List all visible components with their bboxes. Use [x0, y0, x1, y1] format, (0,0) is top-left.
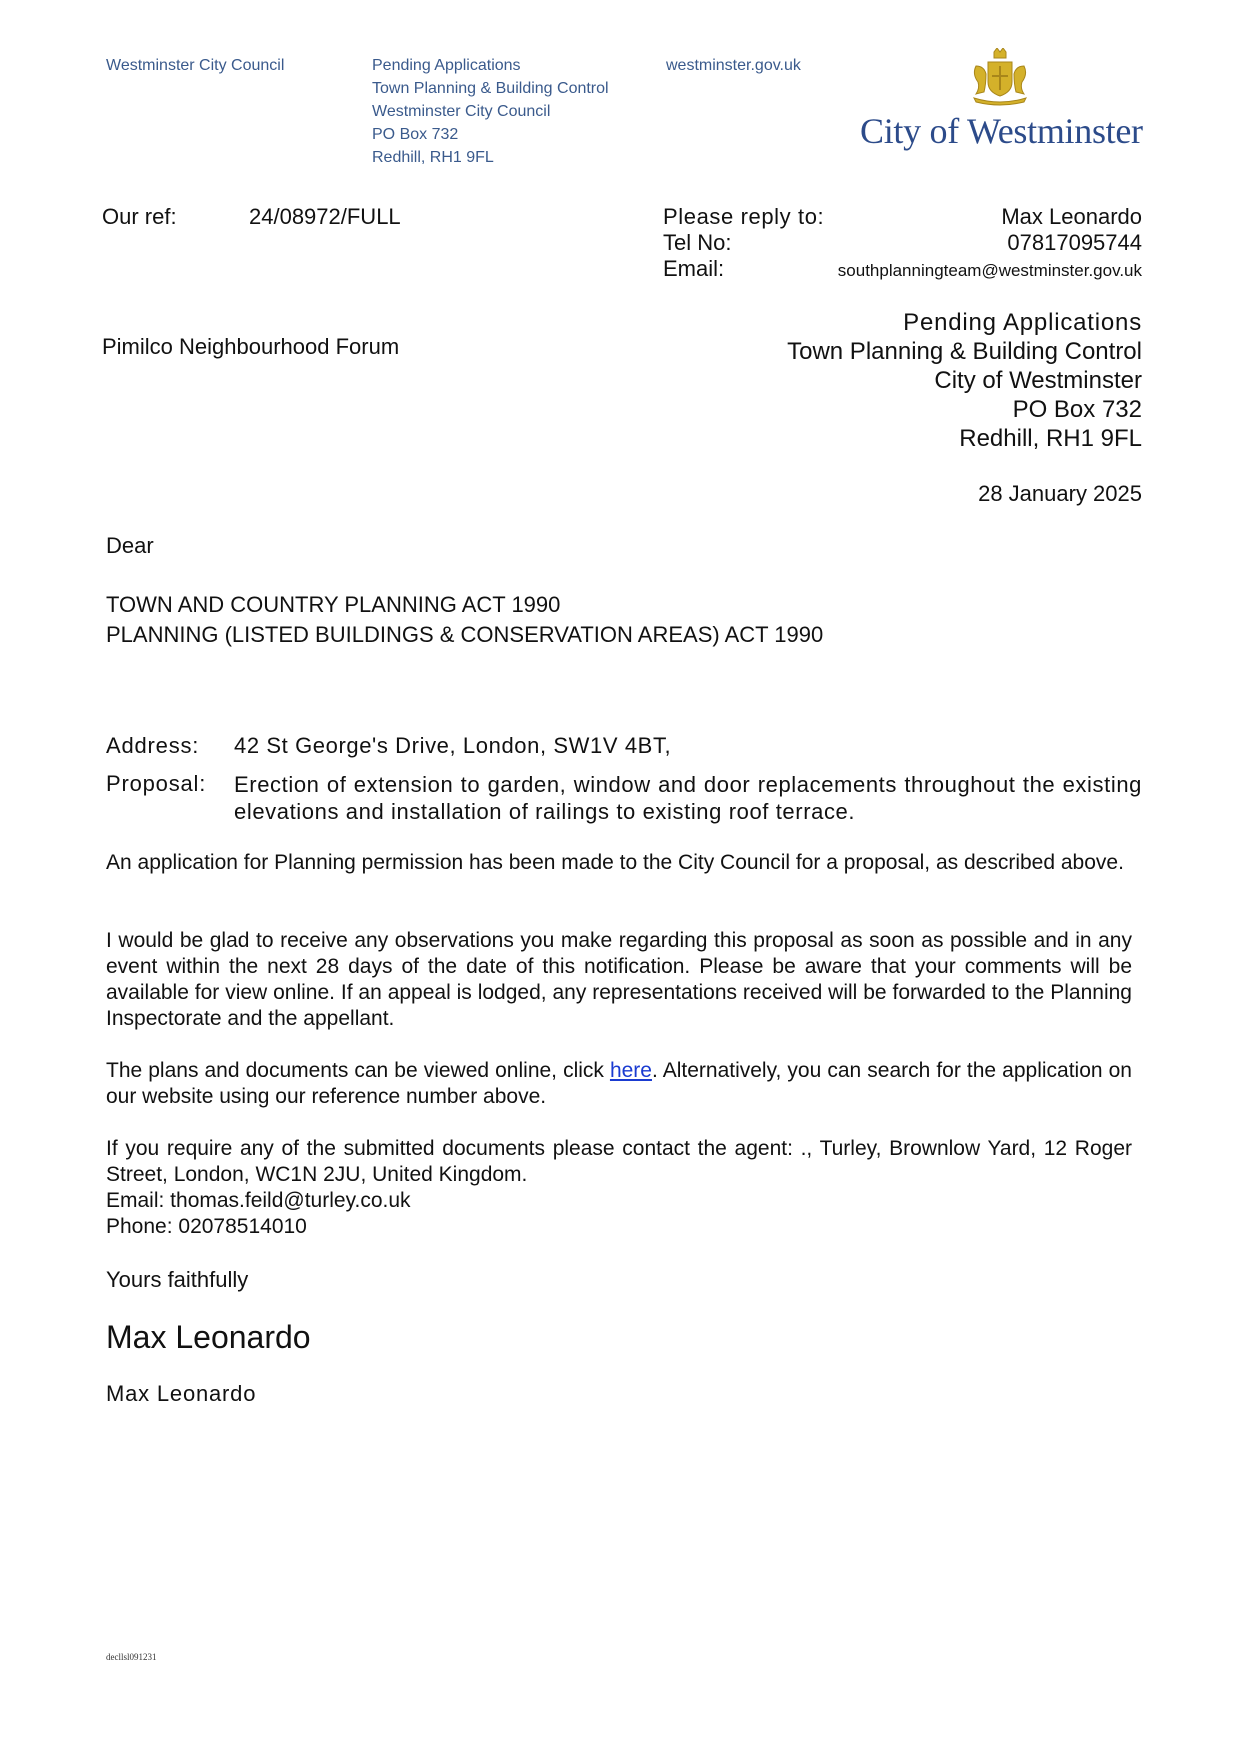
act-line: PLANNING (LISTED BUILDINGS & CONSERVATION AREAS) ACT 1990 — [106, 622, 824, 647]
return-address-line: PO Box 732 — [1012, 396, 1142, 423]
signature: Max Leonardo — [106, 1319, 311, 1355]
header-address-line: Pending Applications — [372, 57, 521, 74]
header-address — [372, 54, 609, 169]
header-org: Westminster City Council — [106, 57, 285, 74]
signatory-name: Max Leonardo — [106, 1381, 257, 1406]
return-address-line: Town Planning & Building Control — [787, 338, 1142, 365]
letter-date: 28 January 2025 — [978, 481, 1142, 506]
tel-value: 07817095744 — [1007, 230, 1142, 255]
plans-text: The plans and documents can be viewed online, click — [106, 1059, 610, 1082]
header-address-line: PO Box 732 — [372, 126, 459, 143]
our-ref-label: Our ref: — [102, 204, 177, 229]
paragraph-agent — [106, 1136, 1132, 1240]
return-address — [787, 308, 1142, 453]
logo-text: City of Westminster — [860, 111, 1143, 151]
reply-label: Please reply to: — [663, 204, 825, 229]
footer-code: decllsl091231 — [106, 1652, 157, 1662]
closing: Yours faithfully — [106, 1267, 249, 1292]
email-label: Email: — [663, 256, 725, 281]
agent-text: If you require any of the submitted documents please contact the agent: ., Turley, Brownlow Yard, 12 Roger Street, London, WC1N 2JU, United Kingdom. — [106, 1137, 1132, 1186]
header-website: westminster.gov.uk — [666, 57, 801, 74]
return-address-line: Pending Applications — [903, 309, 1142, 336]
acts-heading — [106, 590, 823, 650]
return-address-line: City of Westminster — [934, 367, 1142, 394]
recipient: Pimilco Neighbourhood Forum — [102, 334, 400, 359]
proposal-value: Erection of extension to garden, window and door replacements throughout the existing elevations and installation of railings to existing roof terrace. — [234, 772, 1142, 824]
agent-email: Email: thomas.feild@turley.co.uk — [106, 1189, 411, 1212]
agent-phone: Phone: 02078514010 — [106, 1215, 307, 1238]
paragraph-observations: I would be glad to receive any observations you make regarding this proposal as soon as possible and in any event within the next 28 days of the date of this notification. Please be aware that your comments will be available for view online. If an appeal is lodged, any representations received will be forwarded to the Planning Inspectorate and the appellant. — [106, 929, 1132, 1030]
our-ref-value: 24/08972/FULL — [249, 204, 401, 229]
salutation: Dear — [106, 533, 154, 558]
paragraph-application: An application for Planning permission has been made to the City Council for a proposal, as described above. — [106, 851, 1124, 874]
proposal-label: Proposal: — [106, 771, 207, 796]
address-value: 42 St George's Drive, London, SW1V 4BT, — [234, 733, 672, 758]
header-address-line: Town Planning & Building Control — [372, 80, 609, 97]
council-logo — [860, 48, 1150, 158]
crest-icon — [968, 48, 1032, 106]
tel-label: Tel No: — [663, 230, 732, 255]
paragraph-plans — [106, 1058, 1132, 1110]
header-address-line: Westminster City Council — [372, 103, 551, 120]
address-label: Address: — [106, 733, 200, 758]
plans-link[interactable]: here — [609, 1059, 652, 1082]
email-value: southplanningteam@westminster.gov.uk — [837, 261, 1142, 280]
reply-value: Max Leonardo — [1001, 204, 1142, 229]
act-line: TOWN AND COUNTRY PLANNING ACT 1990 — [106, 592, 561, 617]
header-address-line: Redhill, RH1 9FL — [372, 149, 494, 166]
return-address-line: Redhill, RH1 9FL — [959, 425, 1142, 452]
plans-text-after: . Alternatively, you can search for the application on our website using our reference number above. — [106, 1059, 1132, 1108]
